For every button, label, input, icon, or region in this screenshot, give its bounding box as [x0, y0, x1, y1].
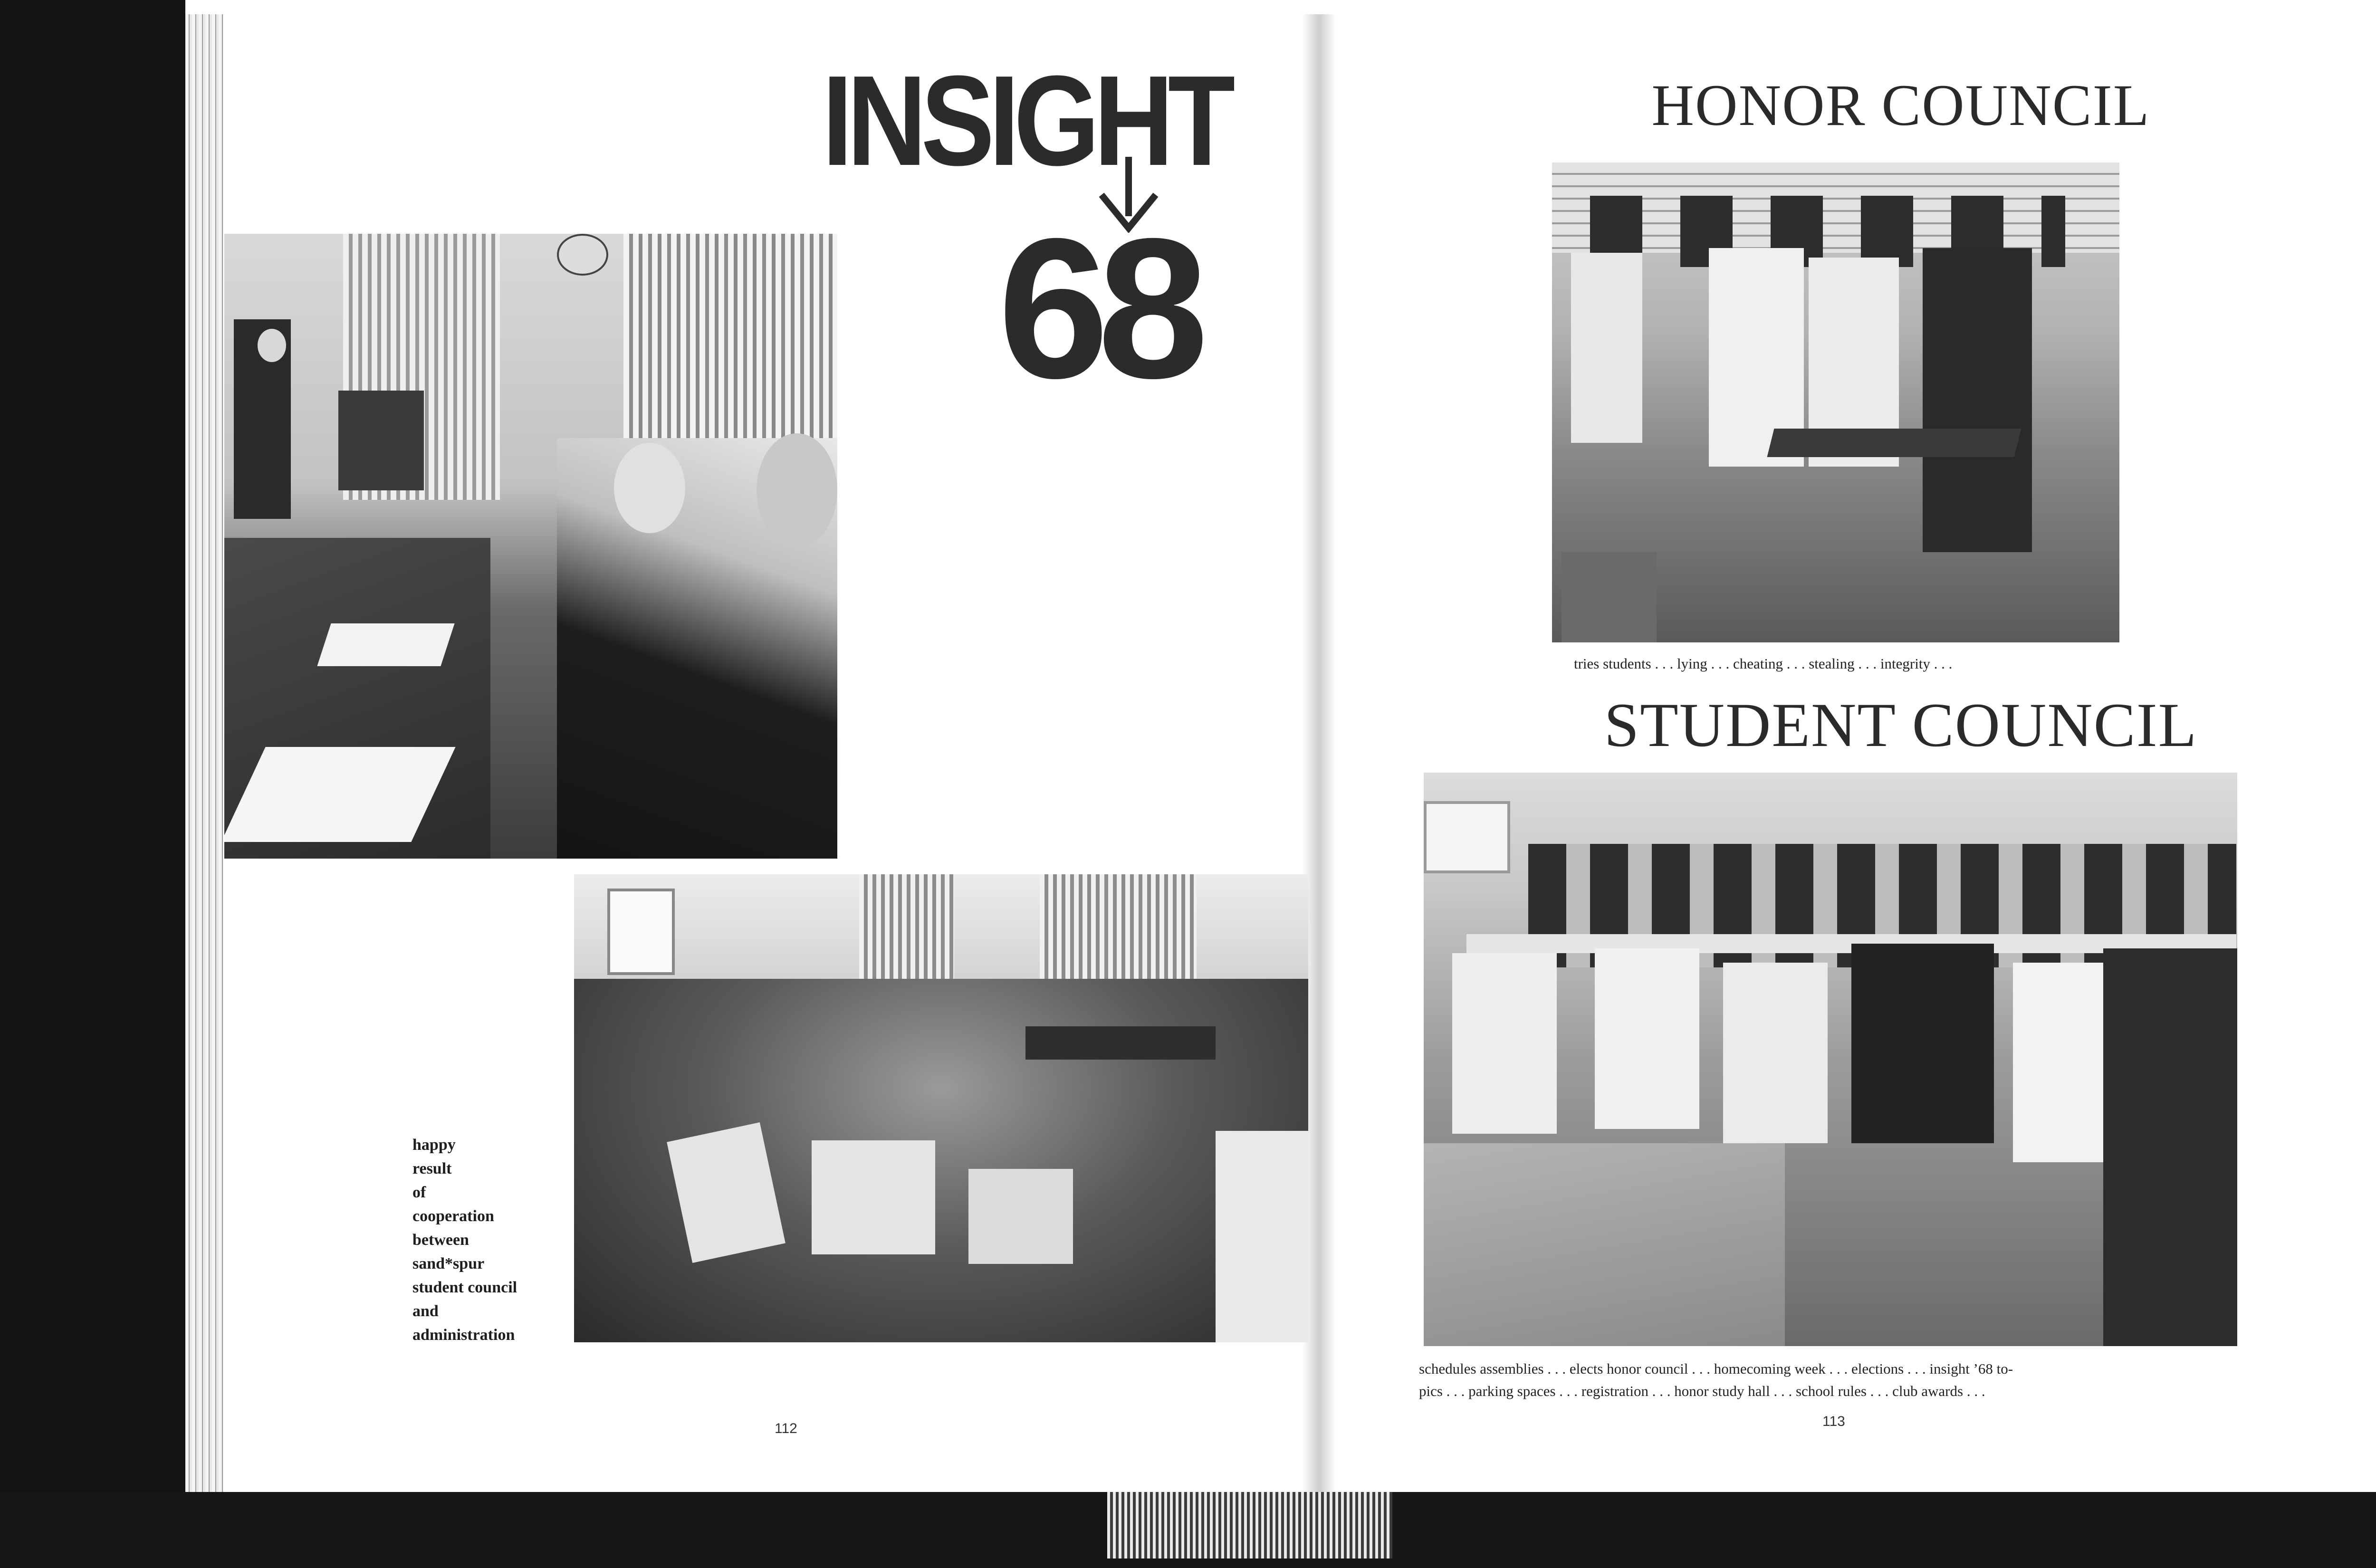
honor-council-photo	[1552, 163, 2119, 642]
student-council-caption-line: schedules assemblies . . . elects honor council . . . homecoming week . . . elections . . . insight ’68 to-	[1419, 1360, 2013, 1377]
side-caption	[412, 1133, 517, 1347]
page-number-right: 113	[1822, 1414, 1845, 1429]
student-council-caption	[1419, 1358, 2013, 1402]
side-caption-line: of	[412, 1184, 426, 1201]
book-spine	[1107, 1492, 1392, 1558]
side-caption-line: happy	[412, 1136, 456, 1154]
side-caption-line: and	[412, 1302, 439, 1320]
side-caption-line: cooperation	[412, 1207, 494, 1225]
side-caption-line: administration	[412, 1326, 515, 1344]
assembly-photo	[574, 874, 1308, 1342]
insight-title: INSIGHT	[822, 49, 1230, 192]
side-caption-line: between	[412, 1231, 469, 1249]
side-caption-line: result	[412, 1160, 452, 1177]
student-council-caption-line: pics . . . parking spaces . . . registration . . . honor study hall . . . school rules . . . club awards . . .	[1419, 1382, 1985, 1399]
student-council-title: STUDENT COUNCIL	[1604, 690, 2198, 760]
page-number-left: 112	[775, 1421, 797, 1436]
book-page-edges	[185, 14, 223, 1511]
student-council-photo	[1424, 773, 2237, 1346]
meeting-photo	[224, 234, 837, 859]
scan-left-edge	[0, 0, 185, 1568]
honor-council-caption: tries students . . . lying . . . cheating . . . stealing . . . integrity . . .	[1574, 655, 1953, 672]
insight-year: 68	[998, 197, 1198, 420]
side-caption-line: sand*spur	[412, 1255, 485, 1272]
side-caption-line: student council	[412, 1279, 517, 1296]
honor-council-title: HONOR COUNCIL	[1651, 73, 2150, 138]
